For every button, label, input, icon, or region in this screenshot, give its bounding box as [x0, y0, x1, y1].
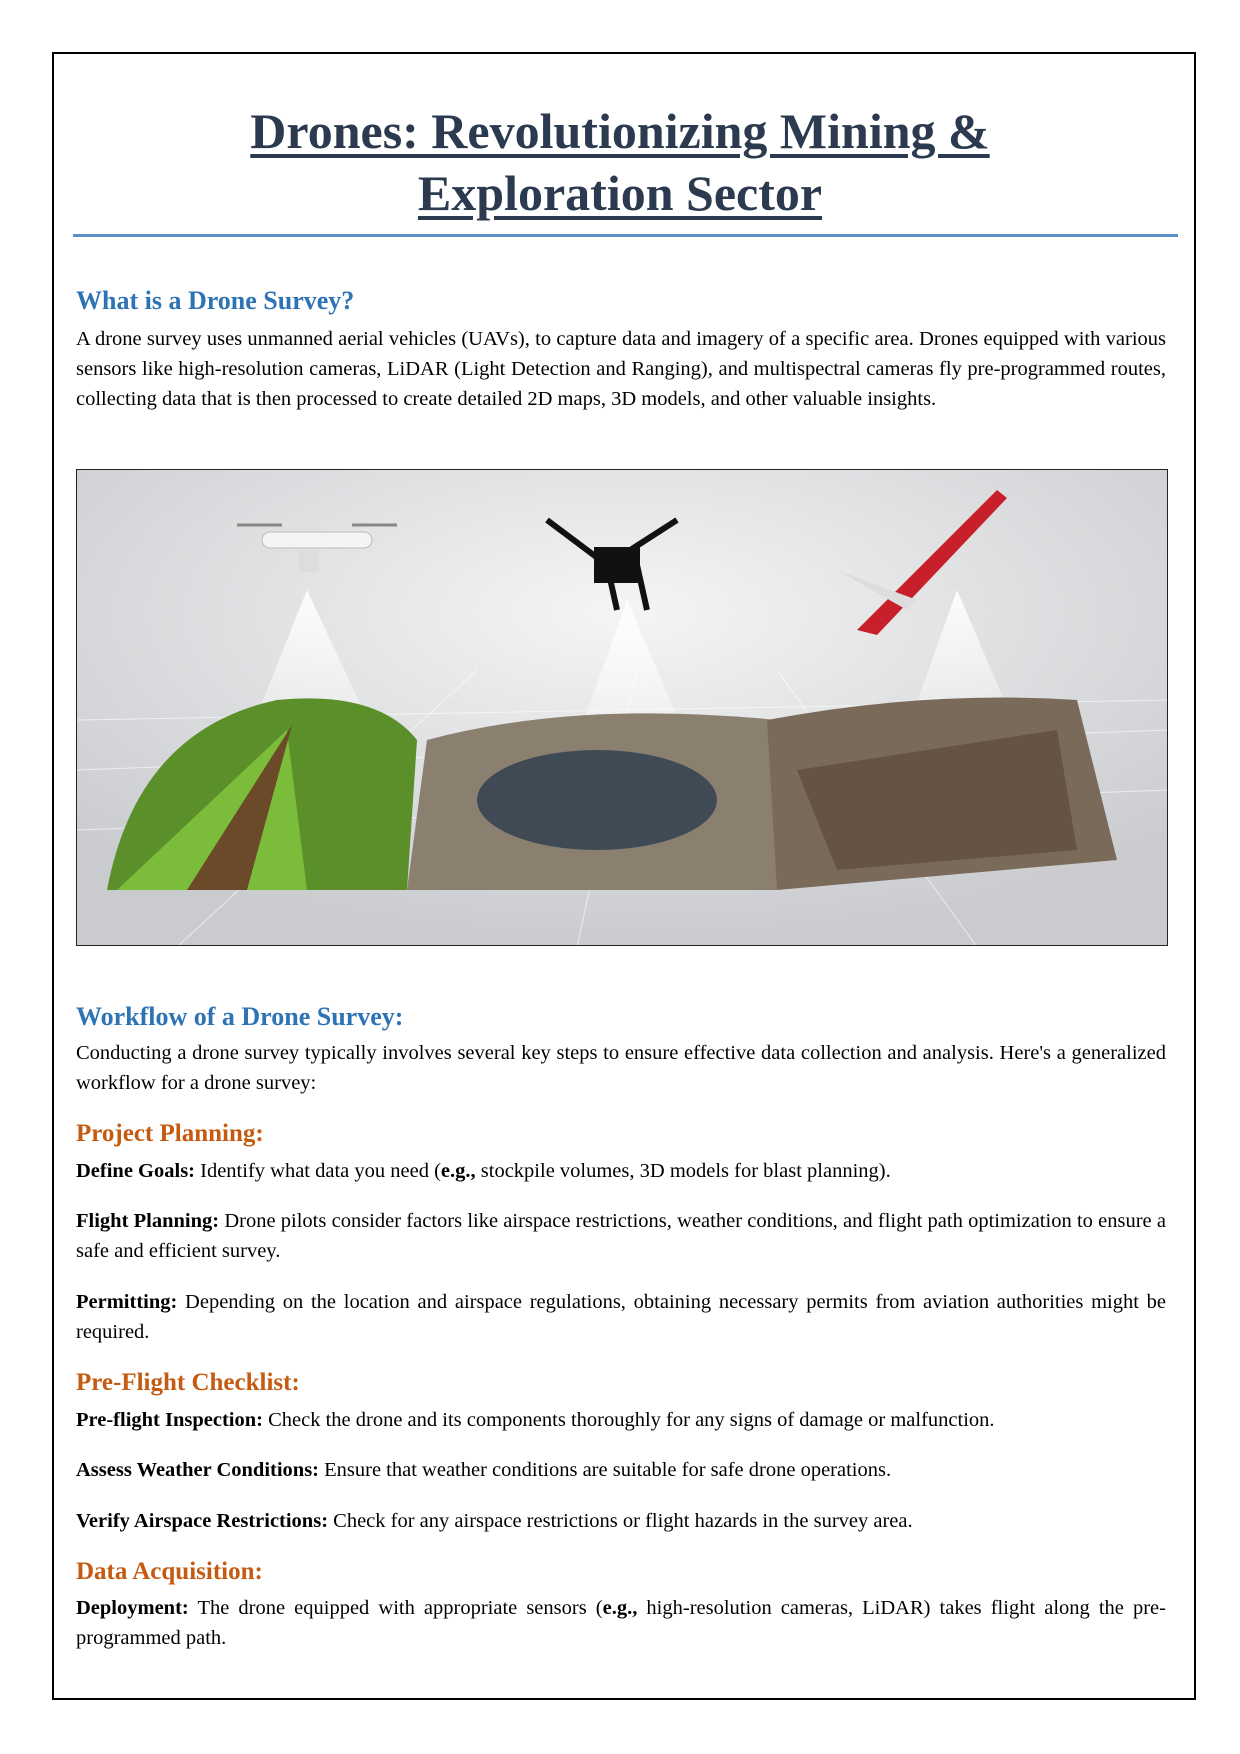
item-eg: e.g.,	[440, 1160, 476, 1182]
list-item	[76, 1455, 1166, 1485]
page-title	[0, 100, 1240, 224]
subsection-heading: Pre-Flight Checklist:	[76, 1369, 300, 1396]
item-label: Verify Airspace Restrictions:	[76, 1510, 329, 1532]
item-text: Ensure that weather conditions are suitable for safe drone operations.	[319, 1459, 892, 1481]
list-item	[76, 1156, 1166, 1186]
section-body: A drone survey uses unmanned aerial vehicles (UAVs), to capture data and imagery of a specific area. Drones equipped with various sensors like high-resolution cameras, LiDAR (Light Detection and Ranging), and multispectral cameras fly pre-programmed routes, collecting data that is then processed to create detailed 2D maps, 3D models, and other valuable insights.	[76, 328, 1166, 410]
drone-survey-illustration	[76, 469, 1168, 946]
item-label: Permitting:	[76, 1291, 178, 1313]
item-text: Identify what data you need (	[195, 1160, 441, 1182]
item-eg: e.g.,	[602, 1597, 638, 1619]
title-divider	[73, 234, 1178, 237]
item-text: Depending on the location and airspace regulations, obtaining necessary permits from aviation authorities might be required.	[76, 1291, 1166, 1343]
list-item	[76, 1506, 1166, 1536]
item-label: Define Goals:	[76, 1160, 195, 1182]
title-line-2: Exploration Sector	[417, 165, 823, 221]
item-label: Assess Weather Conditions:	[76, 1459, 319, 1481]
section-heading: What is a Drone Survey?	[76, 286, 355, 315]
item-text: Drone pilots consider factors like airspace restrictions, weather conditions, and flight path optimization to ensure a safe and efficient survey.	[76, 1210, 1166, 1262]
item-label: Flight Planning:	[76, 1210, 220, 1232]
title-line-1: Drones: Revolutionizing Mining &	[250, 103, 990, 159]
list-item	[76, 1593, 1166, 1653]
list-item	[76, 1405, 1166, 1435]
item-label: Pre-flight Inspection:	[76, 1409, 263, 1431]
item-text: The drone equipped with appropriate sensors (	[188, 1597, 603, 1619]
item-text: high-resolution cameras, LiDAR) takes flight along the pre-programmed path.	[76, 1597, 1166, 1649]
subsection-heading: Project Planning:	[76, 1120, 264, 1147]
item-text: stockpile volumes, 3D models for blast planning).	[475, 1160, 891, 1182]
list-item	[76, 1287, 1166, 1347]
subsection-heading: Data Acquisition:	[76, 1558, 263, 1585]
section-heading: Workflow of a Drone Survey:	[76, 1002, 404, 1031]
list-item	[76, 1206, 1166, 1266]
item-label: Deployment:	[76, 1597, 189, 1619]
item-text: Check the drone and its components thoroughly for any signs of damage or malfunction.	[262, 1409, 995, 1431]
item-text: Check for any airspace restrictions or flight hazards in the survey area.	[328, 1510, 913, 1532]
section-body: Conducting a drone survey typically involves several key steps to ensure effective data collection and analysis. Here's a generalized workflow for a drone survey:	[76, 1042, 1166, 1094]
